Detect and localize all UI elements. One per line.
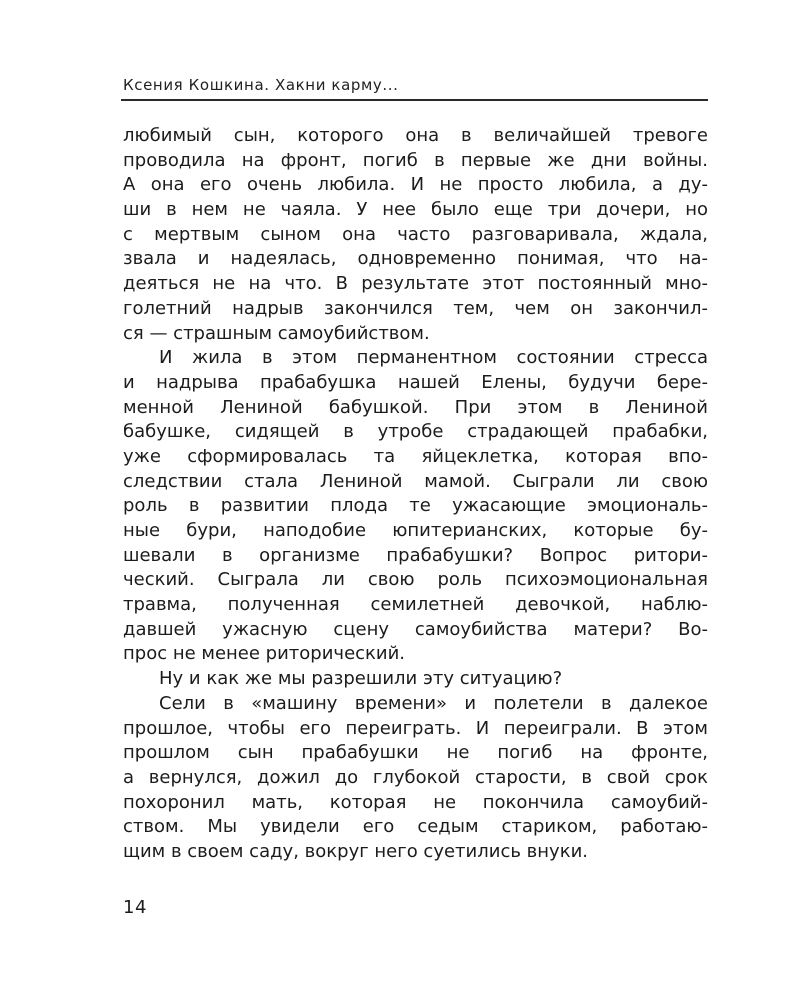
text-line: прошлое, чтобы его переиграть. И переиграли. В этом: [123, 717, 708, 739]
body-text: [123, 124, 708, 865]
text-line: ческий. Сыграла ли свою роль психоэмоциональная: [123, 569, 708, 591]
text-line: Ну и как же мы разрешили эту ситуацию?: [159, 668, 563, 690]
text-line: похоронил мать, которая не покончила самоубий-: [123, 791, 708, 813]
text-line: бабушке, сидящей в утробе страдающей прабабки,: [123, 421, 708, 443]
text-line: ством. Мы увидели его седым стариком, работаю-: [123, 816, 708, 838]
text-line: менной Лениной бабушкой. При этом в Лениной: [123, 396, 708, 418]
text-line: шевали в организме прабабушки? Вопрос ритори-: [123, 544, 708, 566]
text-line: деяться не на что. В результате этот постоянный мно-: [123, 273, 708, 295]
text-line: Сели в «машину времени» и полетели в далекое: [159, 692, 708, 714]
text-line: а вернулся, дожил до глубокой старости, в свой срок: [123, 766, 708, 788]
text-line: звала и надеялась, одновременно понимая, что на-: [123, 248, 708, 270]
text-line: проводила на фронт, погиб в первые же дни войны.: [123, 149, 708, 171]
text-line: голетний надрыв закончился тем, чем он закончил-: [123, 297, 708, 319]
header-rule: [121, 99, 708, 101]
text-line: давшей ужасную сцену самоубийства матери? Во-: [123, 618, 708, 640]
text-line: И жила в этом перманентном состоянии стресса: [159, 347, 708, 369]
text-line: прошлом сын прабабушки не погиб на фронте,: [123, 742, 708, 764]
text-line: А она его очень любила. И не просто любила, а ду-: [123, 174, 708, 196]
text-line: ся — страшным самоубийством.: [123, 322, 430, 344]
text-line: прос не менее риторический.: [123, 643, 406, 665]
text-line: следствии стала Лениной мамой. Сыграли ли свою: [123, 470, 708, 492]
text-line: любимый сын, которого она в величайшей тревоге: [123, 125, 708, 146]
text-line: уже сформировалась та яйцеклетка, которая впо-: [123, 445, 708, 467]
page-number: 14: [123, 897, 147, 918]
text-line: травма, полученная семилетней девочкой, наблю-: [123, 594, 708, 616]
text-line: щим в своем саду, вокруг него суетились внуки.: [123, 840, 588, 862]
text-line: роль в развитии плода те ужасающие эмоциональ-: [123, 495, 708, 517]
text-line: ные бури, наподобие юпитерианских, которые бу-: [123, 520, 708, 541]
text-line: с мертвым сыном она часто разговаривала, ждала,: [123, 223, 708, 245]
text-line: ши в нем не чаяла. У нее было еще три дочери, но: [123, 199, 708, 221]
running-header: Ксения Кошкина. Хакни карму...: [123, 76, 399, 94]
text-line: и надрыва прабабушка нашей Елены, будучи бере-: [123, 371, 708, 393]
